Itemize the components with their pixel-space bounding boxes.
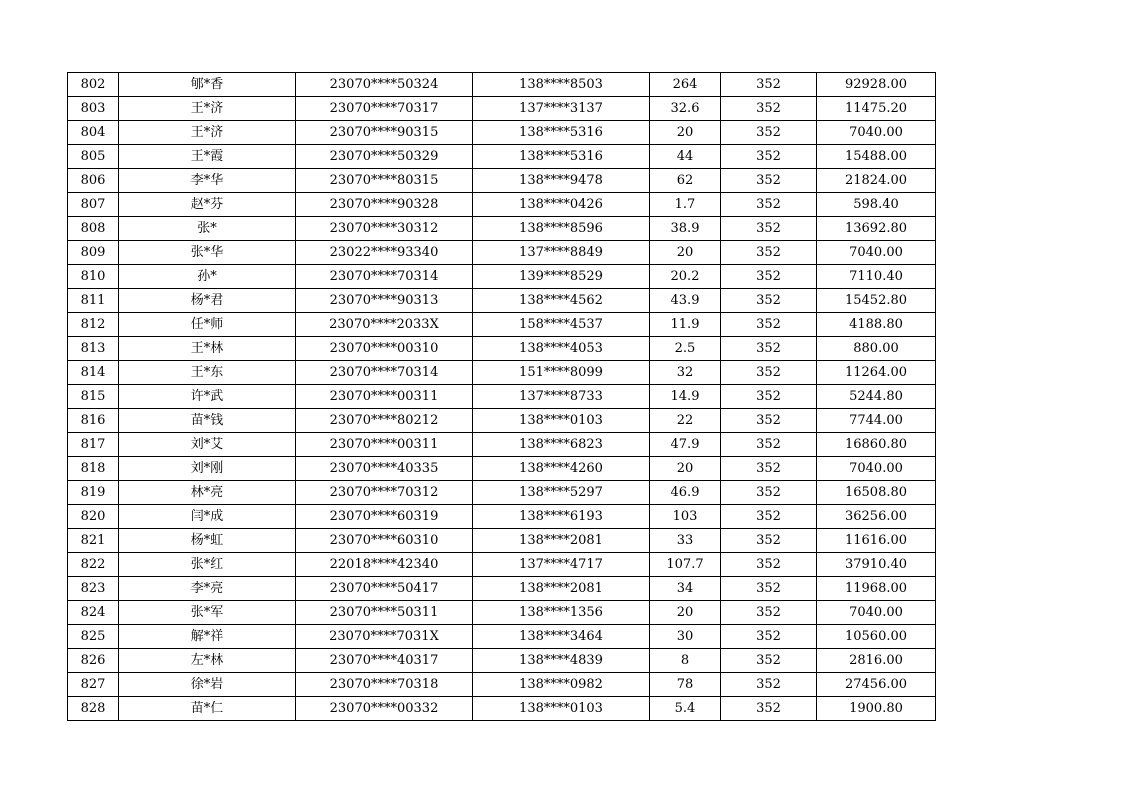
amount-cell: 16860.80 bbox=[817, 433, 936, 457]
quantity-cell: 20 bbox=[650, 457, 721, 481]
name-cell: 杨*君 bbox=[119, 289, 296, 313]
id-number-cell: 23070****2033X bbox=[296, 313, 473, 337]
amount-cell: 21824.00 bbox=[817, 169, 936, 193]
phone-cell: 138****5316 bbox=[473, 145, 650, 169]
unit-price-cell: 352 bbox=[721, 193, 817, 217]
row-number-cell: 812 bbox=[68, 313, 119, 337]
unit-price-cell: 352 bbox=[721, 457, 817, 481]
id-number-cell: 23070****30312 bbox=[296, 217, 473, 241]
id-number-cell: 23070****50311 bbox=[296, 601, 473, 625]
row-number-cell: 825 bbox=[68, 625, 119, 649]
row-number-cell: 828 bbox=[68, 697, 119, 721]
id-number-cell: 23070****50417 bbox=[296, 577, 473, 601]
quantity-cell: 22 bbox=[650, 409, 721, 433]
id-number-cell: 23070****00311 bbox=[296, 385, 473, 409]
id-number-cell: 22018****42340 bbox=[296, 553, 473, 577]
table-row bbox=[68, 505, 936, 529]
table-row bbox=[68, 337, 936, 361]
table-row bbox=[68, 217, 936, 241]
name-cell: 苗*钱 bbox=[119, 409, 296, 433]
quantity-cell: 78 bbox=[650, 673, 721, 697]
unit-price-cell: 352 bbox=[721, 361, 817, 385]
id-number-cell: 23070****60319 bbox=[296, 505, 473, 529]
amount-cell: 37910.40 bbox=[817, 553, 936, 577]
row-number-cell: 818 bbox=[68, 457, 119, 481]
row-number-cell: 807 bbox=[68, 193, 119, 217]
quantity-cell: 46.9 bbox=[650, 481, 721, 505]
quantity-cell: 20 bbox=[650, 241, 721, 265]
row-number-cell: 824 bbox=[68, 601, 119, 625]
unit-price-cell: 352 bbox=[721, 121, 817, 145]
phone-cell: 138****6193 bbox=[473, 505, 650, 529]
table-row bbox=[68, 385, 936, 409]
unit-price-cell: 352 bbox=[721, 673, 817, 697]
row-number-cell: 813 bbox=[68, 337, 119, 361]
id-number-cell: 23070****90315 bbox=[296, 121, 473, 145]
quantity-cell: 62 bbox=[650, 169, 721, 193]
phone-cell: 138****0426 bbox=[473, 193, 650, 217]
table-row bbox=[68, 553, 936, 577]
table-row bbox=[68, 313, 936, 337]
quantity-cell: 34 bbox=[650, 577, 721, 601]
row-number-cell: 811 bbox=[68, 289, 119, 313]
amount-cell: 15452.80 bbox=[817, 289, 936, 313]
id-number-cell: 23070****80212 bbox=[296, 409, 473, 433]
amount-cell: 27456.00 bbox=[817, 673, 936, 697]
row-number-cell: 820 bbox=[68, 505, 119, 529]
row-number-cell: 809 bbox=[68, 241, 119, 265]
quantity-cell: 38.9 bbox=[650, 217, 721, 241]
amount-cell: 16508.80 bbox=[817, 481, 936, 505]
phone-cell: 139****8529 bbox=[473, 265, 650, 289]
table-body bbox=[68, 73, 936, 721]
name-cell: 徐*岩 bbox=[119, 673, 296, 697]
amount-cell: 880.00 bbox=[817, 337, 936, 361]
name-cell: 张*军 bbox=[119, 601, 296, 625]
amount-cell: 4188.80 bbox=[817, 313, 936, 337]
table-row bbox=[68, 673, 936, 697]
row-number-cell: 823 bbox=[68, 577, 119, 601]
id-number-cell: 23070****40335 bbox=[296, 457, 473, 481]
table-row bbox=[68, 529, 936, 553]
quantity-cell: 5.4 bbox=[650, 697, 721, 721]
unit-price-cell: 352 bbox=[721, 697, 817, 721]
amount-cell: 11264.00 bbox=[817, 361, 936, 385]
table-row bbox=[68, 241, 936, 265]
phone-cell: 138****3464 bbox=[473, 625, 650, 649]
amount-cell: 1900.80 bbox=[817, 697, 936, 721]
phone-cell: 138****5316 bbox=[473, 121, 650, 145]
id-number-cell: 23070****80315 bbox=[296, 169, 473, 193]
table-row bbox=[68, 481, 936, 505]
unit-price-cell: 352 bbox=[721, 313, 817, 337]
name-cell: 张*华 bbox=[119, 241, 296, 265]
unit-price-cell: 352 bbox=[721, 625, 817, 649]
table-row bbox=[68, 145, 936, 169]
id-number-cell: 23070****00311 bbox=[296, 433, 473, 457]
name-cell: 任*师 bbox=[119, 313, 296, 337]
row-number-cell: 826 bbox=[68, 649, 119, 673]
id-number-cell: 23070****70318 bbox=[296, 673, 473, 697]
id-number-cell: 23070****90313 bbox=[296, 289, 473, 313]
name-cell: 刘*艾 bbox=[119, 433, 296, 457]
phone-cell: 138****8503 bbox=[473, 73, 650, 97]
phone-cell: 138****2081 bbox=[473, 529, 650, 553]
name-cell: 李*亮 bbox=[119, 577, 296, 601]
id-number-cell: 23070****00310 bbox=[296, 337, 473, 361]
unit-price-cell: 352 bbox=[721, 409, 817, 433]
phone-cell: 138****0103 bbox=[473, 697, 650, 721]
phone-cell: 138****0103 bbox=[473, 409, 650, 433]
quantity-cell: 20 bbox=[650, 601, 721, 625]
unit-price-cell: 352 bbox=[721, 289, 817, 313]
id-number-cell: 23022****93340 bbox=[296, 241, 473, 265]
table-row bbox=[68, 601, 936, 625]
id-number-cell: 23070****70312 bbox=[296, 481, 473, 505]
name-cell: 赵*芬 bbox=[119, 193, 296, 217]
amount-cell: 92928.00 bbox=[817, 73, 936, 97]
phone-cell: 138****8596 bbox=[473, 217, 650, 241]
id-number-cell: 23070****70314 bbox=[296, 265, 473, 289]
table-row bbox=[68, 73, 936, 97]
table-row bbox=[68, 649, 936, 673]
row-number-cell: 827 bbox=[68, 673, 119, 697]
row-number-cell: 808 bbox=[68, 217, 119, 241]
data-table bbox=[67, 72, 936, 721]
quantity-cell: 33 bbox=[650, 529, 721, 553]
quantity-cell: 103 bbox=[650, 505, 721, 529]
row-number-cell: 802 bbox=[68, 73, 119, 97]
table-row bbox=[68, 121, 936, 145]
name-cell: 郇*香 bbox=[119, 73, 296, 97]
unit-price-cell: 352 bbox=[721, 97, 817, 121]
name-cell: 王*济 bbox=[119, 121, 296, 145]
row-number-cell: 815 bbox=[68, 385, 119, 409]
amount-cell: 5244.80 bbox=[817, 385, 936, 409]
row-number-cell: 804 bbox=[68, 121, 119, 145]
name-cell: 刘*刚 bbox=[119, 457, 296, 481]
phone-cell: 138****4839 bbox=[473, 649, 650, 673]
id-number-cell: 23070****40317 bbox=[296, 649, 473, 673]
unit-price-cell: 352 bbox=[721, 265, 817, 289]
phone-cell: 138****1356 bbox=[473, 601, 650, 625]
unit-price-cell: 352 bbox=[721, 553, 817, 577]
quantity-cell: 107.7 bbox=[650, 553, 721, 577]
phone-cell: 137****4717 bbox=[473, 553, 650, 577]
name-cell: 孙* bbox=[119, 265, 296, 289]
quantity-cell: 30 bbox=[650, 625, 721, 649]
unit-price-cell: 352 bbox=[721, 337, 817, 361]
phone-cell: 138****2081 bbox=[473, 577, 650, 601]
quantity-cell: 20.2 bbox=[650, 265, 721, 289]
table-row bbox=[68, 697, 936, 721]
amount-cell: 7040.00 bbox=[817, 241, 936, 265]
quantity-cell: 32.6 bbox=[650, 97, 721, 121]
id-number-cell: 23070****50329 bbox=[296, 145, 473, 169]
unit-price-cell: 352 bbox=[721, 145, 817, 169]
quantity-cell: 43.9 bbox=[650, 289, 721, 313]
phone-cell: 138****9478 bbox=[473, 169, 650, 193]
phone-cell: 138****5297 bbox=[473, 481, 650, 505]
id-number-cell: 23070****70314 bbox=[296, 361, 473, 385]
phone-cell: 158****4537 bbox=[473, 313, 650, 337]
amount-cell: 11968.00 bbox=[817, 577, 936, 601]
table-row bbox=[68, 625, 936, 649]
quantity-cell: 8 bbox=[650, 649, 721, 673]
unit-price-cell: 352 bbox=[721, 481, 817, 505]
phone-cell: 138****0982 bbox=[473, 673, 650, 697]
id-number-cell: 23070****7031X bbox=[296, 625, 473, 649]
quantity-cell: 11.9 bbox=[650, 313, 721, 337]
name-cell: 王*东 bbox=[119, 361, 296, 385]
phone-cell: 138****6823 bbox=[473, 433, 650, 457]
phone-cell: 138****4562 bbox=[473, 289, 650, 313]
name-cell: 左*林 bbox=[119, 649, 296, 673]
quantity-cell: 2.5 bbox=[650, 337, 721, 361]
row-number-cell: 821 bbox=[68, 529, 119, 553]
name-cell: 许*武 bbox=[119, 385, 296, 409]
row-number-cell: 810 bbox=[68, 265, 119, 289]
name-cell: 杨*虹 bbox=[119, 529, 296, 553]
unit-price-cell: 352 bbox=[721, 649, 817, 673]
table-row bbox=[68, 97, 936, 121]
unit-price-cell: 352 bbox=[721, 169, 817, 193]
phone-cell: 137****8733 bbox=[473, 385, 650, 409]
table-row bbox=[68, 169, 936, 193]
table-row bbox=[68, 193, 936, 217]
amount-cell: 7110.40 bbox=[817, 265, 936, 289]
name-cell: 林*亮 bbox=[119, 481, 296, 505]
row-number-cell: 817 bbox=[68, 433, 119, 457]
name-cell: 张* bbox=[119, 217, 296, 241]
id-number-cell: 23070****60310 bbox=[296, 529, 473, 553]
phone-cell: 137****8849 bbox=[473, 241, 650, 265]
quantity-cell: 264 bbox=[650, 73, 721, 97]
amount-cell: 13692.80 bbox=[817, 217, 936, 241]
row-number-cell: 822 bbox=[68, 553, 119, 577]
row-number-cell: 816 bbox=[68, 409, 119, 433]
unit-price-cell: 352 bbox=[721, 577, 817, 601]
row-number-cell: 803 bbox=[68, 97, 119, 121]
row-number-cell: 814 bbox=[68, 361, 119, 385]
id-number-cell: 23070****70317 bbox=[296, 97, 473, 121]
unit-price-cell: 352 bbox=[721, 601, 817, 625]
unit-price-cell: 352 bbox=[721, 385, 817, 409]
name-cell: 王*济 bbox=[119, 97, 296, 121]
unit-price-cell: 352 bbox=[721, 217, 817, 241]
id-number-cell: 23070****00332 bbox=[296, 697, 473, 721]
unit-price-cell: 352 bbox=[721, 241, 817, 265]
amount-cell: 10560.00 bbox=[817, 625, 936, 649]
quantity-cell: 14.9 bbox=[650, 385, 721, 409]
amount-cell: 7040.00 bbox=[817, 457, 936, 481]
row-number-cell: 819 bbox=[68, 481, 119, 505]
amount-cell: 11475.20 bbox=[817, 97, 936, 121]
id-number-cell: 23070****90328 bbox=[296, 193, 473, 217]
table-row bbox=[68, 433, 936, 457]
quantity-cell: 20 bbox=[650, 121, 721, 145]
amount-cell: 36256.00 bbox=[817, 505, 936, 529]
amount-cell: 15488.00 bbox=[817, 145, 936, 169]
amount-cell: 598.40 bbox=[817, 193, 936, 217]
phone-cell: 137****3137 bbox=[473, 97, 650, 121]
quantity-cell: 32 bbox=[650, 361, 721, 385]
phone-cell: 138****4053 bbox=[473, 337, 650, 361]
row-number-cell: 805 bbox=[68, 145, 119, 169]
amount-cell: 7040.00 bbox=[817, 121, 936, 145]
amount-cell: 7040.00 bbox=[817, 601, 936, 625]
amount-cell: 11616.00 bbox=[817, 529, 936, 553]
name-cell: 张*红 bbox=[119, 553, 296, 577]
name-cell: 闫*成 bbox=[119, 505, 296, 529]
table-row bbox=[68, 409, 936, 433]
id-number-cell: 23070****50324 bbox=[296, 73, 473, 97]
unit-price-cell: 352 bbox=[721, 433, 817, 457]
quantity-cell: 44 bbox=[650, 145, 721, 169]
name-cell: 王*林 bbox=[119, 337, 296, 361]
name-cell: 苗*仁 bbox=[119, 697, 296, 721]
unit-price-cell: 352 bbox=[721, 529, 817, 553]
table-row bbox=[68, 289, 936, 313]
phone-cell: 138****4260 bbox=[473, 457, 650, 481]
amount-cell: 2816.00 bbox=[817, 649, 936, 673]
amount-cell: 7744.00 bbox=[817, 409, 936, 433]
row-number-cell: 806 bbox=[68, 169, 119, 193]
table-row bbox=[68, 265, 936, 289]
phone-cell: 151****8099 bbox=[473, 361, 650, 385]
name-cell: 解*祥 bbox=[119, 625, 296, 649]
table-row bbox=[68, 577, 936, 601]
table-row bbox=[68, 457, 936, 481]
table-row bbox=[68, 361, 936, 385]
name-cell: 王*霞 bbox=[119, 145, 296, 169]
unit-price-cell: 352 bbox=[721, 73, 817, 97]
unit-price-cell: 352 bbox=[721, 505, 817, 529]
quantity-cell: 47.9 bbox=[650, 433, 721, 457]
name-cell: 李*华 bbox=[119, 169, 296, 193]
quantity-cell: 1.7 bbox=[650, 193, 721, 217]
